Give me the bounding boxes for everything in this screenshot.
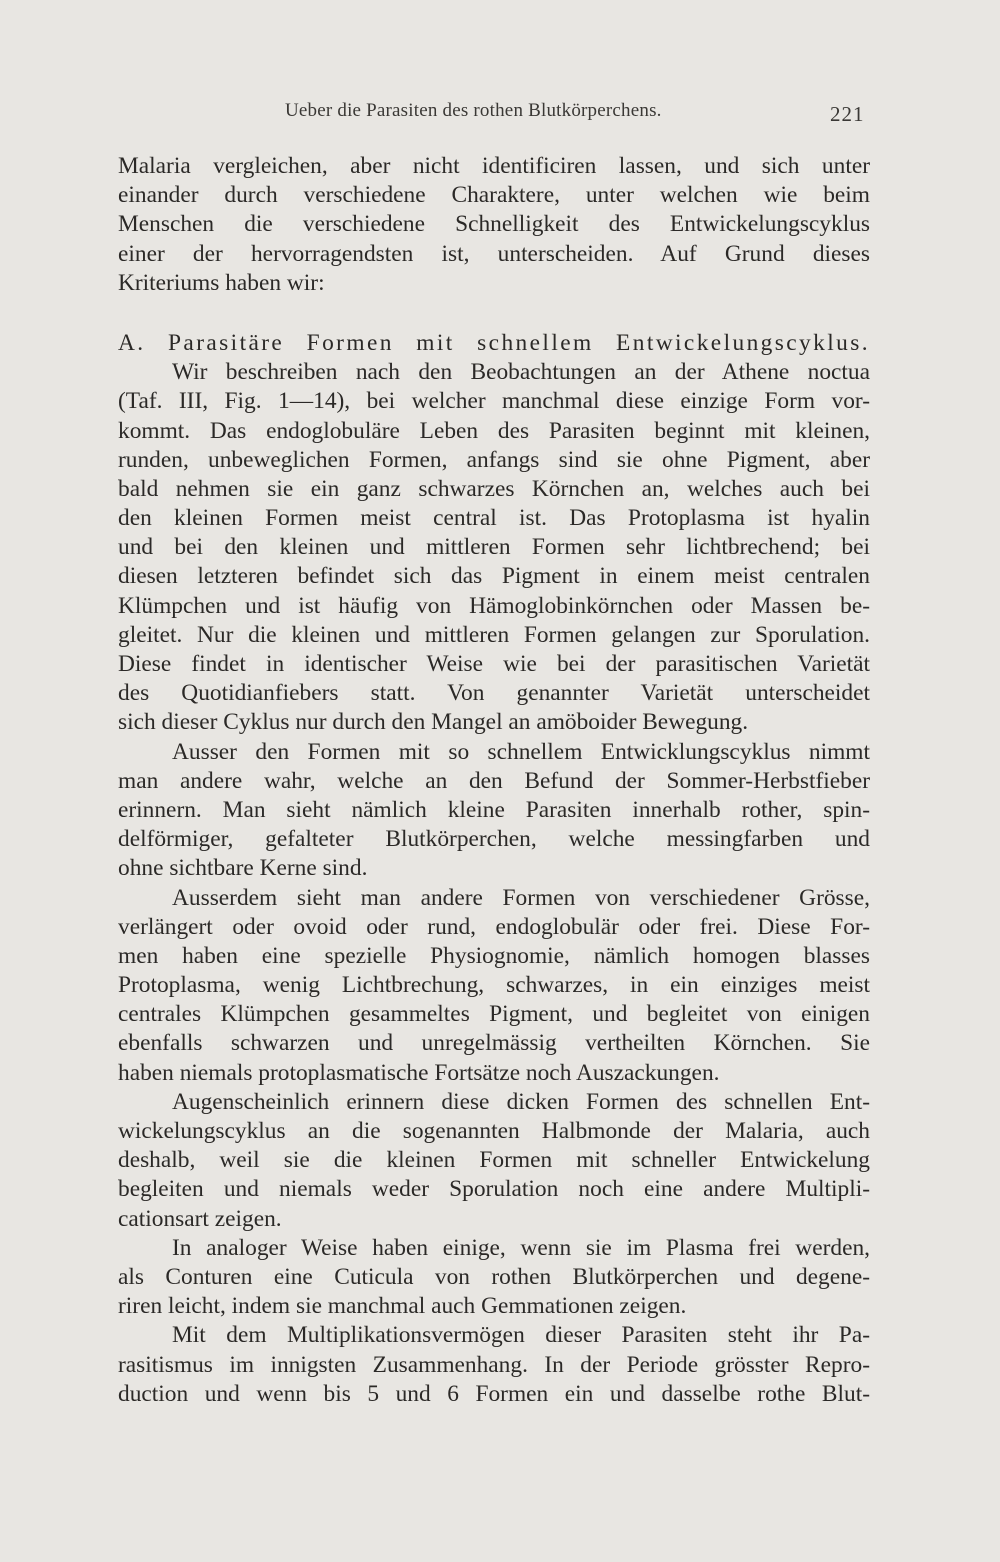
text-line: als Conturen eine Cuticula von rothen Blutkörperchen und degene- (118, 1263, 870, 1290)
text-line: des Quotidianfiebers statt. Von genannter Varietät unterscheidet (118, 680, 870, 707)
text-line: kommt. Das endoglobuläre Leben des Parasiten beginnt mit kleinen, (118, 417, 870, 444)
text-line: wickelungscyklus an die sogenannten Halbmonde der Malaria, auch (118, 1118, 870, 1144)
text-line: centrales Klümpchen gesammeltes Pigment, und begleitet von einigen (118, 1001, 870, 1028)
section-heading: A. Parasitäre Formen mit schnellem Entwickelungscyklus. (118, 329, 870, 356)
text-line: haben niemals protoplasmatische Fortsätze noch Auszackungen. (118, 1059, 720, 1086)
body-text (118, 152, 870, 1409)
text-line: sich dieser Cyklus nur durch den Mangel an amöboider Bewegung. (118, 709, 749, 736)
text-line: men haben eine spezielle Physiognomie, nämlich homogen blasses (118, 942, 870, 969)
text-line: Mit dem Multiplikationsvermögen dieser Parasiten steht ihr Pa- (172, 1322, 870, 1349)
text-line: (Taf. III, Fig. 1—14), bei welcher manchmal diese einzige Form vor- (118, 388, 870, 415)
text-line: Klümpchen und ist häufig von Hämoglobinkörnchen oder Massen be- (118, 592, 870, 619)
text-line: Protoplasma, wenig Lichtbrechung, schwarzes, in ein einziges meist (118, 972, 870, 999)
text-line: verlängert oder ovoid oder rund, endoglobulär oder frei. Diese For- (118, 913, 870, 940)
text-line: erinnern. Man sieht nämlich kleine Parasiten innerhalb rother, spin- (118, 796, 870, 823)
text-line: Diese findet in identischer Weise wie bei der parasitischen Varietät (118, 651, 870, 677)
text-line: und bei den kleinen und mittleren Formen sehr lichtbrechend; bei (118, 534, 870, 561)
text-line: ebenfalls schwarzen und unregelmässig vertheilten Körnchen. Sie (118, 1030, 870, 1057)
text-line: cationsart zeigen. (118, 1205, 282, 1232)
text-line: delförmiger, gefalteter Blutkörperchen, welche messingfarben und (118, 826, 870, 853)
text-line: man andere wahr, welche an den Befund der Sommer-Herbstfieber (118, 767, 870, 794)
text-line: gleitet. Nur die kleinen und mittleren Formen gelangen zur Sporulation. (118, 621, 870, 648)
text-line: diesen letzteren befindet sich das Pigment in einem meist centralen (118, 563, 870, 590)
text-line: Ausser den Formen mit so schnellem Entwicklungscyklus nimmt (172, 738, 870, 765)
page-number: 221 (830, 102, 865, 126)
text-line: Ausserdem sieht man andere Formen von verschiedener Grösse, (172, 884, 870, 911)
text-line: einander durch verschiedene Charaktere, unter welchen wie beim (118, 182, 870, 209)
text-line: begleiten und niemals weder Sporulation noch eine andere Multipli- (118, 1176, 870, 1203)
text-line: ohne sichtbare Kerne sind. (118, 855, 368, 882)
text-line: Malaria vergleichen, aber nicht identificiren lassen, und sich unter (118, 153, 870, 179)
text-line: rasitismus im innigsten Zusammenhang. In der Periode grösster Repro- (118, 1351, 870, 1378)
text-line: bald nehmen sie ein ganz schwarzes Körnchen an, welches auch bei (118, 475, 870, 502)
text-line: runden, unbeweglichen Formen, anfangs sind sie ohne Pigment, aber (118, 446, 870, 473)
text-line: den kleinen Formen meist central ist. Das Protoplasma ist hyalin (118, 505, 870, 532)
text-line: einer der hervorragendsten ist, unterscheiden. Auf Grund dieses (118, 240, 870, 267)
text-line: riren leicht, indem sie manchmal auch Gemmationen zeigen. (118, 1293, 687, 1320)
text-line: Menschen die verschiedene Schnelligkeit des Entwickelungscyklus (118, 211, 870, 238)
running-header: Ueber die Parasiten des rothen Blutkörperchens. (285, 100, 662, 121)
text-line: In analoger Weise haben einige, wenn sie im Plasma frei werden, (172, 1234, 870, 1261)
paragraph-gap (118, 298, 870, 329)
text-line: duction und wenn bis 5 und 6 Formen ein und dasselbe rothe Blut- (118, 1380, 870, 1407)
text-line: deshalb, weil sie die kleinen Formen mit schneller Entwickelung (118, 1147, 870, 1174)
text-line: Wir beschreiben nach den Beobachtungen an der Athene noctua (172, 359, 870, 386)
text-line: Augenscheinlich erinnern diese dicken Formen des schnellen Ent- (172, 1088, 870, 1115)
text-line: Kriteriums haben wir: (118, 269, 325, 296)
